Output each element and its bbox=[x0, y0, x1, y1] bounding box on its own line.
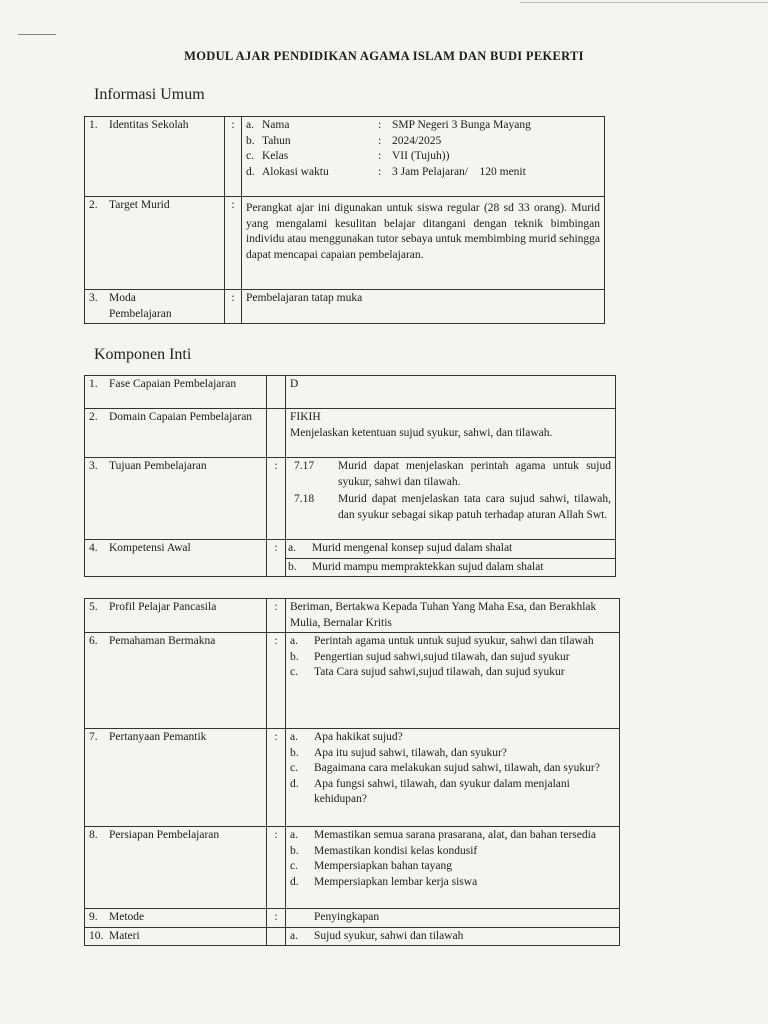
table-row bbox=[85, 909, 620, 928]
materi-cell bbox=[286, 927, 620, 946]
row-label: 10. Materi bbox=[85, 927, 267, 946]
list-item: d. Apa fungsi sahwi, tilawah, dan syukur dalam menjalani kehidupan? bbox=[290, 777, 570, 805]
table-row bbox=[85, 409, 616, 458]
list-item: a. Sujud syukur, sahwi dan tilawah bbox=[290, 929, 464, 942]
row-colon: : bbox=[225, 117, 242, 197]
list-item: a. Murid mengenal konsep sujud dalam shalat bbox=[286, 540, 615, 559]
row-label: 5. Profil Pelajar Pancasila bbox=[85, 599, 267, 633]
table-row bbox=[85, 599, 620, 633]
list-item: b. Murid mampu mempraktekkan sujud dalam shalat bbox=[288, 560, 544, 573]
row-label: 6. Pemahaman Bermakna bbox=[85, 633, 267, 729]
komponen-inti-table bbox=[84, 375, 616, 577]
table-row bbox=[85, 540, 616, 577]
table-row bbox=[85, 117, 605, 197]
table-row bbox=[85, 376, 616, 409]
row-label: 1. Identitas Sekolah bbox=[85, 117, 225, 197]
row-colon: : bbox=[267, 540, 286, 577]
pertanyaan-cell bbox=[286, 729, 620, 827]
row-label: 1. Fase Capaian Pembelajaran bbox=[85, 376, 267, 409]
komponen-lanjutan-table bbox=[84, 598, 620, 946]
tujuan-cell bbox=[286, 458, 616, 540]
section-heading-komponen-inti: Komponen Inti bbox=[94, 346, 192, 363]
list-item: a. Memastikan semua sarana prasarana, alat, dan bahan tersedia bbox=[290, 829, 596, 841]
row-colon: : bbox=[267, 909, 286, 928]
persiapan-cell bbox=[286, 827, 620, 909]
row-colon bbox=[267, 376, 286, 409]
moda-text: Pembelajaran tatap muka bbox=[242, 290, 605, 324]
pemahaman-cell bbox=[286, 633, 620, 729]
profil-text: Beriman, Bertakwa Kepada Tuhan Yang Maha Esa, dan Berakhlak Mulia, Bernalar Kritis bbox=[286, 599, 620, 633]
list-item: 7.17 Murid dapat menjelaskan perintah agama untuk sujud syukur, sahwi dan tilawah. bbox=[294, 460, 611, 488]
list-item: d. Mempersiapkan lembar kerja siswa bbox=[290, 875, 478, 888]
row-label: 8. Persiapan Pembelajaran bbox=[85, 827, 267, 909]
row-label: 2. Target Murid bbox=[85, 197, 225, 290]
row-label: 4. Kompetensi Awal bbox=[85, 540, 267, 577]
row-colon: : bbox=[267, 458, 286, 540]
domain-text: Menjelaskan ketentuan sujud syukur, sahwi, dan tilawah. bbox=[290, 426, 553, 439]
row-colon: : bbox=[267, 599, 286, 633]
list-item: c. Bagaimana cara melakukan sujud sahwi, tilawah, dan syukur? bbox=[290, 762, 600, 774]
row-label: 3. Moda Pembelajaran bbox=[85, 290, 225, 324]
scan-artifact-line bbox=[18, 34, 56, 35]
list-item: b. Pengertian sujud sahwi,sujud tilawah, dan sujud syukur bbox=[290, 650, 570, 663]
list-item: 7.18 Murid dapat menjelaskan tata cara sujud sahwi, tilawah, dan syukur sebagai sikap patuh terhadap aturan Allah Swt. bbox=[294, 493, 611, 521]
list-item: b. Apa itu sujud sahwi, tilawah, dan syukur? bbox=[290, 746, 507, 759]
list-item: a. Apa hakikat sujud? bbox=[290, 731, 403, 743]
row-label: 7. Pertanyaan Pemantik bbox=[85, 729, 267, 827]
table-row bbox=[85, 927, 620, 946]
table-row bbox=[85, 458, 616, 540]
domain-cell bbox=[286, 409, 616, 458]
section-heading-informasi-umum: Informasi Umum bbox=[94, 86, 205, 103]
row-label: 2. Domain Capaian Pembelajaran bbox=[85, 409, 267, 458]
row-colon bbox=[267, 409, 286, 458]
scan-artifact-line bbox=[520, 2, 768, 3]
metode-text: Penyingkapan bbox=[286, 909, 620, 928]
row-colon: : bbox=[267, 729, 286, 827]
fase-value: D bbox=[286, 376, 616, 409]
row-colon bbox=[267, 927, 286, 946]
field-tahun: b. Tahun : 2024/2025 bbox=[246, 134, 442, 147]
document-title: MODUL AJAR PENDIDIKAN AGAMA ISLAM DAN BUDI PEKERTI bbox=[184, 49, 584, 63]
field-kelas: c. Kelas : VII (Tujuh)) bbox=[246, 150, 450, 162]
row-colon: : bbox=[225, 290, 242, 324]
kompetensi-cell bbox=[286, 540, 616, 577]
table-row bbox=[85, 729, 620, 827]
row-colon: : bbox=[267, 633, 286, 729]
table-row bbox=[85, 197, 605, 290]
list-item: c. Mempersiapkan bahan tayang bbox=[290, 860, 452, 872]
row-colon: : bbox=[225, 197, 242, 290]
target-murid-text: Perangkat ajar ini digunakan untuk siswa regular (28 sd 33 orang). Murid yang mengalami kesulitan belajar ditangani dengan teknik bimbingan individu atau menggunakan tutor sebaya untuk membimbing murid sehingga dapat mencapai capaian pembelajaran. bbox=[242, 197, 605, 290]
row-label: 3. Tujuan Pembelajaran bbox=[85, 458, 267, 540]
list-item: b. Memastikan kondisi kelas kondusif bbox=[290, 844, 478, 857]
identitas-fields bbox=[242, 117, 605, 197]
domain-value: FIKIH bbox=[290, 411, 321, 423]
list-item: c. Tata Cara sujud sahwi,sujud tilawah, dan sujud syukur bbox=[290, 666, 565, 678]
table-row bbox=[85, 827, 620, 909]
list-item: a. Perintah agama untuk untuk sujud syukur, sahwi dan tilawah bbox=[290, 635, 594, 647]
field-nama: a. Nama : SMP Negeri 3 Bunga Mayang bbox=[246, 119, 531, 131]
field-alokasi-waktu: d. Alokasi waktu : 3 Jam Pelajaran/ 120 menit bbox=[246, 165, 526, 178]
table-row bbox=[85, 633, 620, 729]
row-label: 9. Metode bbox=[85, 909, 267, 928]
row-colon: : bbox=[267, 827, 286, 909]
table-row bbox=[85, 290, 605, 324]
informasi-umum-table bbox=[84, 116, 605, 324]
